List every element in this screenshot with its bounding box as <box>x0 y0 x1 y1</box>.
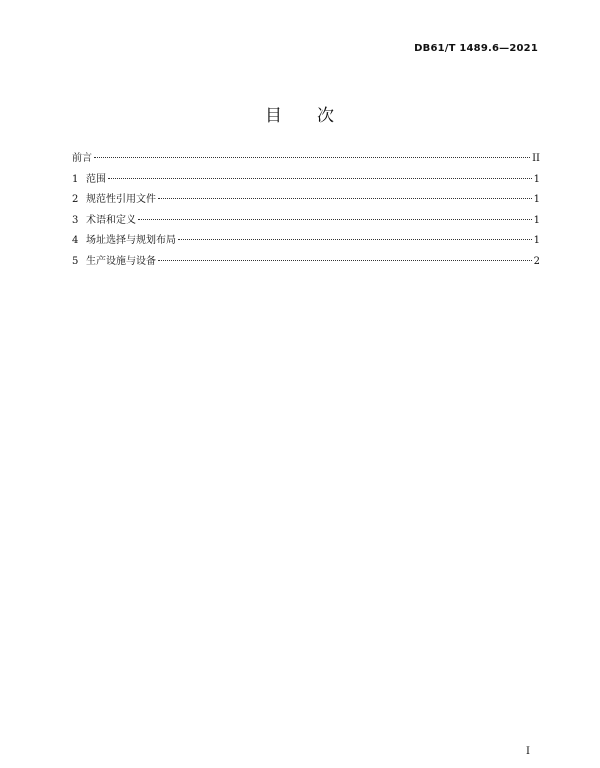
toc-entry-3[interactable] <box>72 211 540 232</box>
toc-entry-label: 前言 <box>72 153 92 164</box>
dot-leader <box>158 198 532 199</box>
toc-entry-number: 5 <box>72 255 79 267</box>
toc-entry-number: 1 <box>72 173 79 185</box>
toc-entry-label: 场址选择与规划布局 <box>86 235 176 247</box>
dot-leader <box>108 178 532 179</box>
toc-title <box>0 101 600 126</box>
dot-leader <box>178 239 532 240</box>
toc-entry-label: 范围 <box>86 173 106 185</box>
dot-leader <box>158 260 532 261</box>
toc-entry-page: 2 <box>533 255 540 267</box>
toc-entry-page: 1 <box>533 173 540 185</box>
toc-entry-4[interactable] <box>72 231 540 252</box>
toc-entry-1[interactable] <box>72 170 540 191</box>
toc-entry-page: 1 <box>533 194 540 206</box>
toc-entry-foreword[interactable] <box>72 149 540 170</box>
toc-entry-number: 3 <box>72 214 79 226</box>
table-of-contents <box>72 149 540 273</box>
toc-entry-page: II <box>532 153 540 164</box>
toc-entry-page: 1 <box>533 235 540 247</box>
toc-entry-label: 规范性引用文件 <box>86 194 156 206</box>
toc-title-part1: 目 <box>265 106 283 126</box>
document-code: DB61/T 1489.6—2021 <box>414 43 538 54</box>
toc-entry-2[interactable] <box>72 190 540 211</box>
toc-entry-label: 生产设施与设备 <box>86 255 156 267</box>
toc-entry-page: 1 <box>533 214 540 226</box>
toc-entry-5[interactable] <box>72 252 540 273</box>
toc-entry-label: 术语和定义 <box>86 214 136 226</box>
dot-leader <box>94 157 530 158</box>
dot-leader <box>138 219 532 220</box>
toc-entry-number: 4 <box>72 235 79 247</box>
page-number: I <box>526 746 530 757</box>
toc-title-part2: 次 <box>317 106 335 126</box>
toc-entry-number: 2 <box>72 194 79 206</box>
